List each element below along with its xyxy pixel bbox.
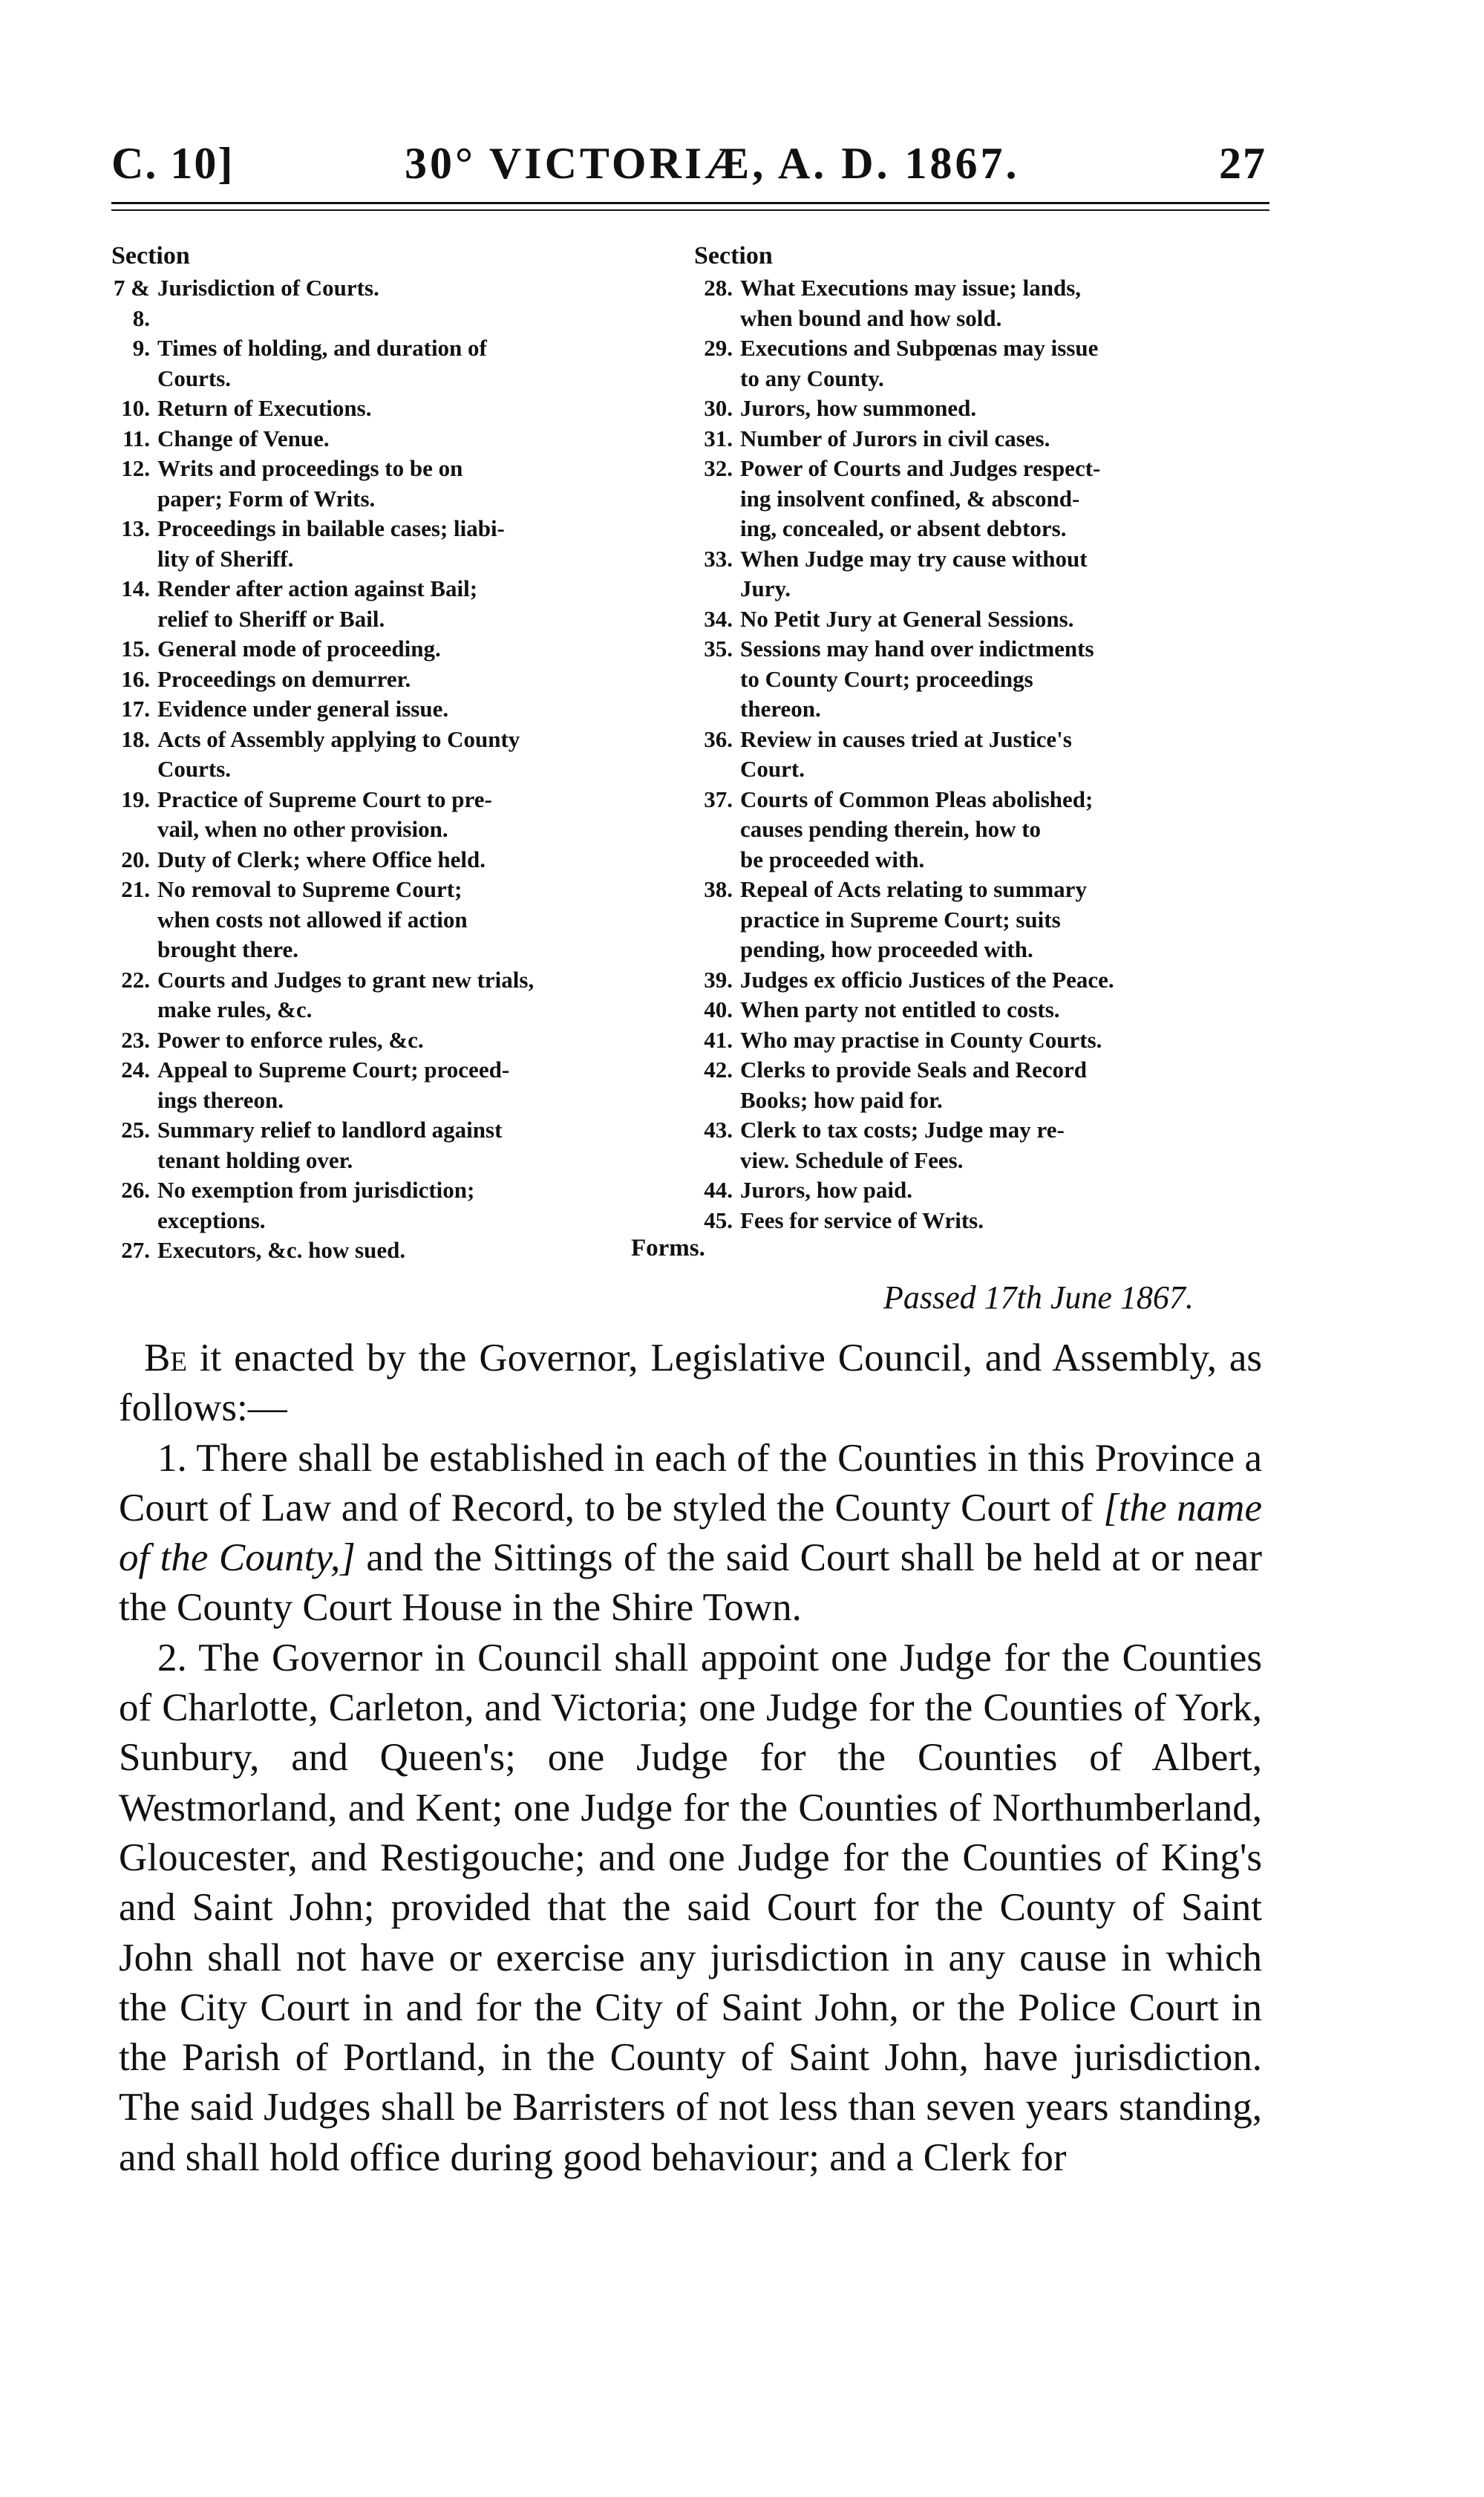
toc-entry (694, 725, 1273, 785)
toc-section-number: 7 & 8. (113, 275, 150, 331)
toc-entry (111, 1236, 676, 1266)
toc-section-number: 18. (121, 725, 150, 752)
toc-section-title: Courts and Judges to grant new trials, make rules, &c. (157, 966, 535, 1022)
toc-section-title: Times of holding, and duration of Courts. (157, 335, 487, 391)
toc-entry (694, 333, 1273, 394)
toc-section-number: 38. (704, 876, 733, 902)
toc-section-title: When Judge may try cause without Jury. (740, 545, 1088, 601)
toc-entry (694, 1175, 1273, 1206)
toc-section-number: 16. (121, 665, 150, 692)
toc-section-title: Clerks to provide Seals and Record Books; how paid for. (740, 1057, 1088, 1113)
toc-entry (111, 845, 676, 875)
forms-label: Forms. (631, 1235, 705, 1261)
toc-right-list (694, 273, 1273, 1236)
toc-section-title: Fees for service of Writs. (740, 1207, 984, 1233)
toc-section-number: 27. (121, 1237, 150, 1263)
toc-right-heading: Section (694, 242, 773, 270)
toc-section-title: Jurors, how summoned. (740, 395, 977, 421)
toc-section-title: Change of Venue. (157, 425, 330, 451)
toc-section-title: Acts of Assembly applying to County Courts. (157, 725, 520, 782)
toc-entry (111, 424, 676, 454)
toc-section-title: Power to enforce rules, &c. (157, 1026, 424, 1053)
toc-section-number: 10. (121, 395, 150, 421)
toc-entry (111, 514, 676, 574)
toc-section-title: Clerk to tax costs; Judge may re- view. Schedule of Fees. (740, 1117, 1065, 1173)
toc-section-number: 33. (704, 545, 733, 572)
toc-section-title: Return of Executions. (157, 395, 372, 421)
toc-entry (694, 785, 1273, 875)
toc-entry (694, 1206, 1273, 1236)
toc-section-title: Writs and proceedings to be on paper; Form of Writs. (157, 455, 463, 512)
toc-section-number: 29. (704, 335, 733, 361)
toc-section-title: Executors, &c. how sued. (157, 1237, 406, 1263)
toc-entry (694, 634, 1273, 725)
toc-section-number: 17. (121, 696, 150, 722)
toc-section-number: 39. (704, 966, 733, 993)
toc-left-column (111, 239, 676, 1266)
toc-section-number: 32. (704, 455, 733, 481)
page-number: 27 (1219, 139, 1266, 188)
toc-section-title: Power of Courts and Judges respect- ing insolvent confined, & abscond- ing, concealed, or absent debtors. (740, 455, 1101, 541)
toc-section-number: 40. (704, 996, 733, 1022)
toc-section-number: 26. (121, 1177, 150, 1203)
toc-section-number: 43. (704, 1117, 733, 1143)
toc-entry (694, 1055, 1273, 1115)
section-2: 2. The Governor in Council shall appoint one Judge for the Counties of Charlotte, Carleton, and Victoria; one Judge for the Counties of York, Sunbury, and Queen's; one Judge for the Counties of Albert, Westmorland, and Kent; one Judge for the Counties of Northumberland, Gloucester, and Restigouche; and one Judge for the Counties of King's and Saint John; provided that the said Court for the County of Saint John shall not have or exercise any jurisdiction in any cause in which the City Court in and for the City of Saint John, or the Police Court in the Parish of Portland, in the County of Saint John, have jurisdiction. The said Judges shall be Barristers of not less than seven years standing, and shall hold office during good behaviour; and a Clerk for (119, 1636, 1262, 2179)
running-title: 30° VICTORIÆ, A. D. 1867. (405, 139, 1020, 188)
toc-section-number: 35. (704, 636, 733, 662)
toc-section-title: Appeal to Supreme Court; proceed- ings thereon. (157, 1057, 510, 1113)
toc-section-title: Jurors, how paid. (740, 1177, 912, 1203)
toc-section-title: Render after action against Bail; relief to Sheriff or Bail. (157, 575, 478, 632)
toc-section-title: No removal to Supreme Court; when costs not allowed if action brought there. (157, 876, 468, 962)
toc-section-number: 37. (704, 786, 733, 812)
toc-section-number: 42. (704, 1057, 733, 1083)
toc-entry (694, 995, 1273, 1025)
toc-section-title: Review in causes tried at Justice's Court. (740, 725, 1072, 782)
toc-entry (111, 454, 676, 514)
toc-entry (694, 544, 1273, 604)
header-rule (111, 202, 1269, 204)
toc-section-title: Evidence under general issue. (157, 696, 449, 722)
toc-entry (694, 1115, 1273, 1175)
toc-right-column (694, 239, 1273, 1236)
toc-entry (694, 454, 1273, 544)
section-1 (119, 1434, 1262, 1633)
toc-entry (111, 694, 676, 725)
toc-section-title: Duty of Clerk; where Office held. (157, 846, 486, 872)
toc-section-title: General mode of proceeding. (157, 636, 441, 662)
toc-entry (694, 394, 1273, 424)
toc-entry (111, 665, 676, 695)
toc-section-number: 34. (704, 605, 733, 632)
toc-entry (111, 1055, 676, 1115)
toc-entry (694, 273, 1273, 333)
toc-section-title: What Executions may issue; lands, when bound and how sold. (740, 275, 1082, 331)
toc-left-heading: Section (111, 242, 190, 270)
toc-entry (111, 574, 676, 634)
toc-entry (694, 965, 1273, 996)
toc-left-list (111, 273, 676, 1266)
enacting-clause (119, 1334, 1262, 1434)
toc-entry (694, 875, 1273, 965)
enacting-lead: Be (144, 1336, 187, 1380)
toc-entry (111, 725, 676, 785)
toc-entry (111, 1175, 676, 1236)
toc-section-number: 45. (704, 1207, 733, 1233)
act-body (119, 1334, 1262, 2183)
section-1-italic: [the name of the County,] (119, 1486, 1262, 1580)
toc-entry (111, 394, 676, 424)
toc-section-number: 31. (704, 425, 733, 451)
toc-entry (111, 875, 676, 965)
toc-section-number: 14. (121, 575, 150, 601)
toc-section-number: 30. (704, 395, 733, 421)
passed-date: Passed 17th June 1867. (883, 1279, 1194, 1316)
toc-entry (111, 634, 676, 665)
section-1-text-b: and the Sittings of the said Court shall be held at or near the County Court House in the Shire Town. (119, 1536, 1262, 1630)
toc-section-number: 44. (704, 1177, 733, 1203)
toc-section-number: 15. (121, 636, 150, 662)
toc-section-title: Proceedings on demurrer. (157, 665, 411, 692)
toc-section-number: 23. (121, 1026, 150, 1053)
toc-section-number: 36. (704, 725, 733, 752)
toc-section-number: 28. (704, 275, 733, 301)
toc-section-number: 13. (121, 515, 150, 541)
toc-section-number: 41. (704, 1026, 733, 1053)
toc-section-title: Who may practise in County Courts. (740, 1026, 1102, 1053)
toc-section-title: No exemption from jurisdiction; exceptions. (157, 1177, 475, 1233)
chapter-number: C. 10] (111, 139, 235, 188)
toc-section-number: 25. (121, 1117, 150, 1143)
toc-entry (111, 333, 676, 394)
toc-section-title: Repeal of Acts relating to summary practice in Supreme Court; suits pending, how proceeded with. (740, 876, 1087, 962)
toc-section-number: 22. (121, 966, 150, 993)
toc-section-number: 11. (122, 425, 150, 451)
toc-section-title: Proceedings in bailable cases; liabi- lity of Sheriff. (157, 515, 505, 572)
toc-entry (111, 965, 676, 1025)
toc-section-title: No Petit Jury at General Sessions. (740, 605, 1074, 632)
toc-section-number: 9. (132, 335, 150, 361)
toc-section-title: Courts of Common Pleas abolished; causes pending therein, how to be proceeded with. (740, 786, 1094, 872)
toc-section-number: 12. (121, 455, 150, 481)
toc-section-number: 19. (121, 786, 150, 812)
toc-section-title: Summary relief to landlord against tenant holding over. (157, 1117, 503, 1173)
toc-section-title: Practice of Supreme Court to pre- vail, when no other provision. (157, 786, 492, 842)
toc-section-title: When party not entitled to costs. (740, 996, 1060, 1022)
toc-entry (694, 424, 1273, 454)
toc-entry (111, 1025, 676, 1056)
toc-entry (111, 1115, 676, 1175)
toc-entry (694, 604, 1273, 635)
toc-section-number: 24. (121, 1057, 150, 1083)
toc-section-number: 21. (121, 876, 150, 902)
toc-entry (111, 785, 676, 845)
toc-section-title: Number of Jurors in civil cases. (740, 425, 1050, 451)
toc-section-title: Jurisdiction of Courts. (157, 275, 379, 301)
section-1-text-a: 1. There shall be established in each of the Counties in this Province a Court of Law and of Record, to be styled the County Court of (119, 1436, 1262, 1530)
toc-section-title: Judges ex officio Justices of the Peace. (740, 966, 1114, 993)
toc-entry (111, 273, 676, 333)
toc-section-title: Executions and Subpœnas may issue to any County. (740, 335, 1099, 391)
toc-section-number: 20. (121, 846, 150, 872)
enacting-rest: it enacted by the Governor, Legislative Council, and Assembly, as follows:— (119, 1336, 1262, 1430)
toc-entry (694, 1025, 1273, 1056)
header-rule-thin (111, 209, 1269, 211)
toc-section-title: Sessions may hand over indictments to County Court; proceedings thereon. (740, 636, 1094, 722)
